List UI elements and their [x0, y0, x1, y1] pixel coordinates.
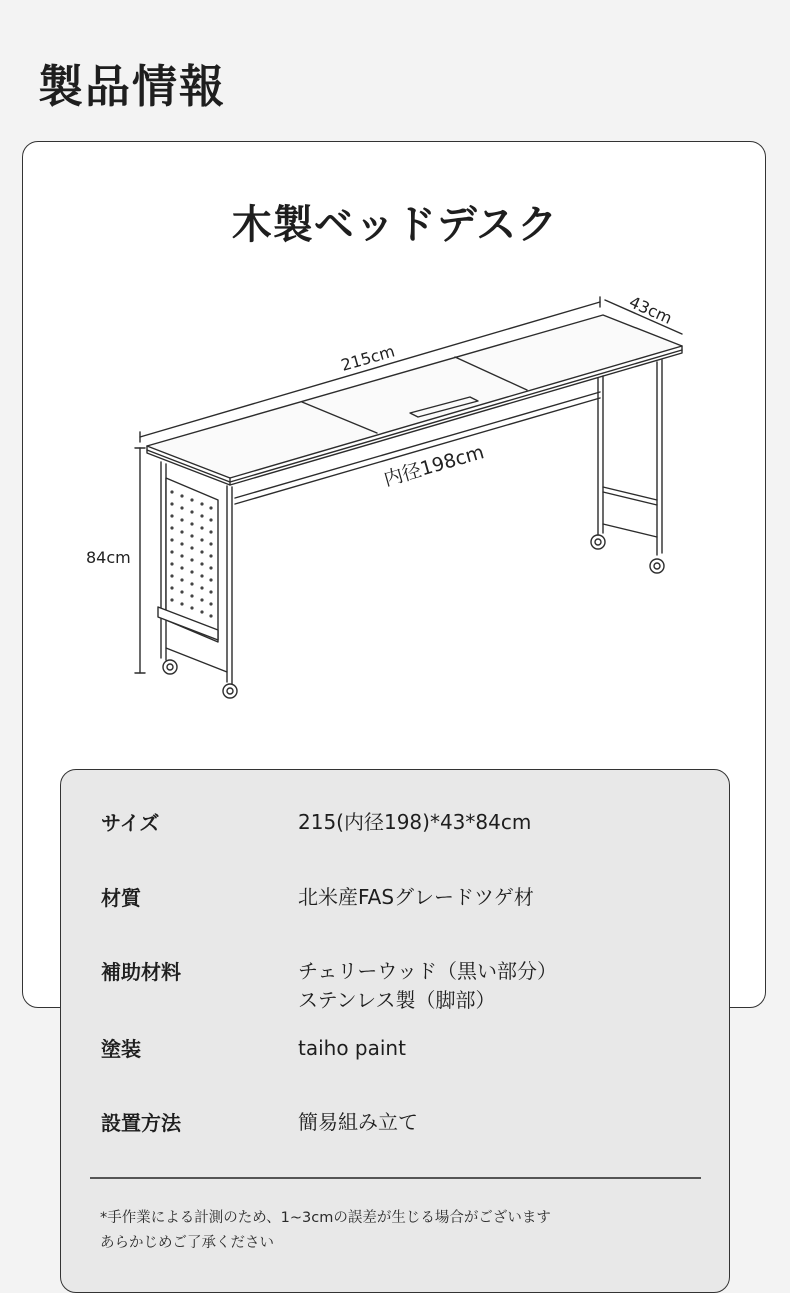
footnote-line-2: あらかじめご了承ください: [100, 1235, 274, 1252]
spec-value-paint: taiho paint: [298, 1036, 406, 1060]
spec-value-auxiliary-material: チェリーウッド（黒い部分）: [298, 959, 557, 983]
footnote: [100, 1206, 700, 1257]
spec-value-auxiliary-material-2: ステンレス製（脚部）: [298, 988, 496, 1012]
height-label: 84cm: [86, 548, 131, 567]
spec-value-size: 215(内径198)*43*84cm: [298, 810, 532, 834]
spec-key-installation: 設置方法: [101, 1111, 181, 1135]
spec-value-installation: 簡易組み立て: [298, 1110, 418, 1134]
depth-label: 43cm: [626, 292, 675, 328]
footnote-line-1: *手作業による計測のため、1~3cmの誤差が生じる場合がございます: [100, 1210, 551, 1226]
width-label: 215cm: [338, 341, 397, 375]
divider: [90, 1177, 701, 1179]
page-title: 製品情報: [38, 60, 227, 113]
inner-width-label: 内径198cm: [381, 441, 487, 491]
spec-key-size: サイズ: [101, 811, 160, 835]
spec-key-auxiliary-material: 補助材料: [101, 960, 181, 984]
desk-top: [147, 315, 682, 478]
product-name: 木製ベッドデスク: [231, 202, 559, 248]
spec-key-paint: 塗装: [101, 1037, 141, 1061]
spec-value-material: 北米産FASグレードツゲ材: [298, 885, 534, 909]
spec-key-material: 材質: [101, 886, 141, 910]
